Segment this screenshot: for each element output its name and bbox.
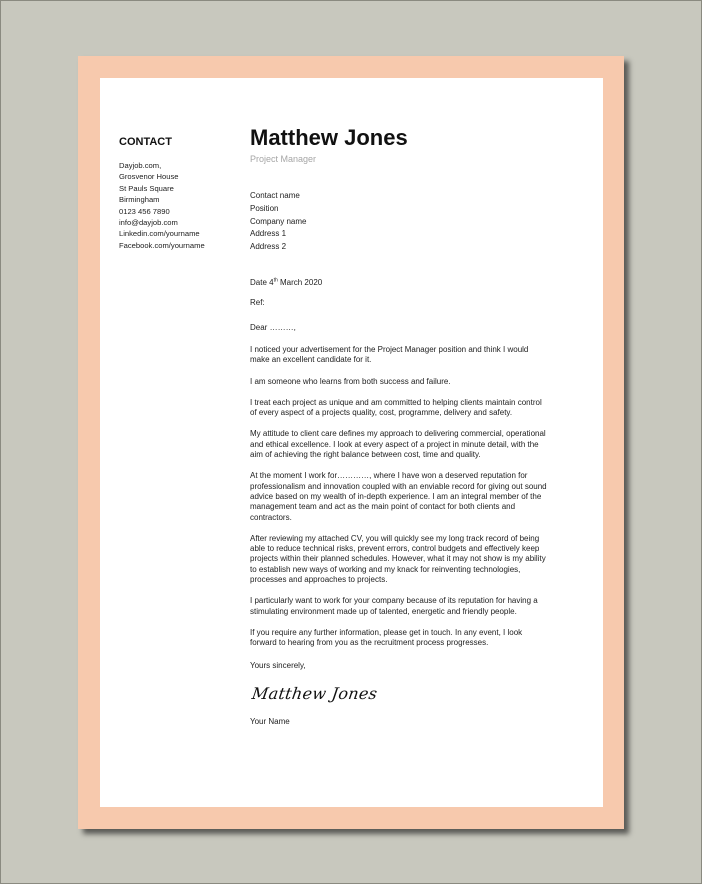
paragraph-line: If you require any further information, please get in touch. In any event, I look xyxy=(250,627,523,637)
page-sheet xyxy=(100,78,603,807)
contact-city: Birmingham xyxy=(119,195,160,205)
contact-address-2: St Pauls Square xyxy=(119,183,174,193)
paragraph-1 xyxy=(250,345,580,366)
paragraph-line: I treat each project as unique and am committed to helping clients maintain control xyxy=(250,397,542,407)
paragraph-line: processes and approaches to projects. xyxy=(250,575,388,585)
paragraph-line: My attitude to client care defines my approach to delivering commercial, operational xyxy=(250,429,546,439)
letter-ref: Ref: xyxy=(250,297,265,307)
paragraph-3 xyxy=(250,398,580,419)
applicant-name: Matthew Jones xyxy=(250,125,408,150)
paragraph-2 xyxy=(250,377,580,387)
letter-closing: Yours sincerely, xyxy=(250,660,306,670)
recipient-address-2: Address 2 xyxy=(250,242,287,252)
paragraph-line: management team and act as the main point of contact for both clients and xyxy=(250,502,516,512)
paragraph-4 xyxy=(250,429,580,460)
resume-page xyxy=(78,56,624,829)
signature: Matthew Jones xyxy=(250,683,379,703)
letter-salutation: Dear ………, xyxy=(250,322,296,332)
date-ordinal: th xyxy=(273,277,278,284)
paragraph-line: and ethical excellence. I look at every aspect of a project in minute detail, with the xyxy=(250,439,539,449)
paragraph-6 xyxy=(250,534,580,585)
contact-facebook: Facebook.com/yourname xyxy=(119,240,205,250)
paragraph-line: projects within their planned schedules. However, what it may not show is my ability xyxy=(250,554,546,564)
paragraph-line: able to reduce technical risks, prevent errors, control budgets and effectively keep xyxy=(250,544,540,554)
recipient-address xyxy=(250,190,580,254)
paragraph-5 xyxy=(250,471,580,522)
signoff-name: Your Name xyxy=(250,716,290,726)
recipient-contact-name: Contact name xyxy=(250,191,300,200)
paragraph-line: advice based on my wealth of in-depth experience. I am an integral member of the xyxy=(250,491,542,501)
letter-body xyxy=(250,126,580,728)
paragraph-line: professionalism and innovation coupled with an enviable record for giving out sound xyxy=(250,481,547,491)
paragraph-line: make an excellent candidate for it. xyxy=(250,355,372,365)
contact-company: Dayjob.com, xyxy=(119,161,162,170)
paragraph-line: I particularly want to work for your company because of its reputation for having a xyxy=(250,596,538,606)
paragraph-line: I am someone who learns from both success and failure. xyxy=(250,376,451,386)
letter-date xyxy=(250,277,580,289)
date-rest: March 2020 xyxy=(277,277,323,287)
paragraph-line: contractors. xyxy=(250,512,292,522)
contact-address-1: Grosvenor House xyxy=(119,172,179,182)
contact-phone: 0123 456 7890 xyxy=(119,206,170,216)
paragraph-7 xyxy=(250,596,580,617)
recipient-position: Position xyxy=(250,203,279,213)
recipient-address-1: Address 1 xyxy=(250,229,287,239)
contact-sidebar xyxy=(119,136,239,251)
paragraph-8 xyxy=(250,628,580,649)
paragraph-line: At the moment I work for…………, where I have won a deserved reputation for xyxy=(250,471,528,481)
paragraph-line: stimulating environment made up of talented, energetic and friendly people. xyxy=(250,606,517,616)
applicant-role: Project Manager xyxy=(250,154,317,164)
paragraph-line: of every aspect of a projects quality, cost, programme, delivery and safety. xyxy=(250,408,513,418)
paragraph-line: aim of achieving the right balance between cost, time and quality. xyxy=(250,450,481,460)
contact-linkedin: Linkedin.com/yourname xyxy=(119,229,200,239)
date-prefix: Date 4 xyxy=(250,277,274,287)
paragraph-line: to establish new ways of working and my knack for reinventing technologies, xyxy=(250,564,521,574)
contact-email: info@dayjob.com xyxy=(119,218,178,228)
paragraph-line: I noticed your advertisement for the Project Manager position and think I would xyxy=(250,344,529,354)
paragraph-line: forward to hearing from you as the recruitment process progresses. xyxy=(250,638,489,648)
paragraph-line: After reviewing my attached CV, you will quickly see my long track record of being xyxy=(250,533,540,543)
contact-heading: CONTACT xyxy=(119,136,172,148)
recipient-company: Company name xyxy=(250,216,307,226)
